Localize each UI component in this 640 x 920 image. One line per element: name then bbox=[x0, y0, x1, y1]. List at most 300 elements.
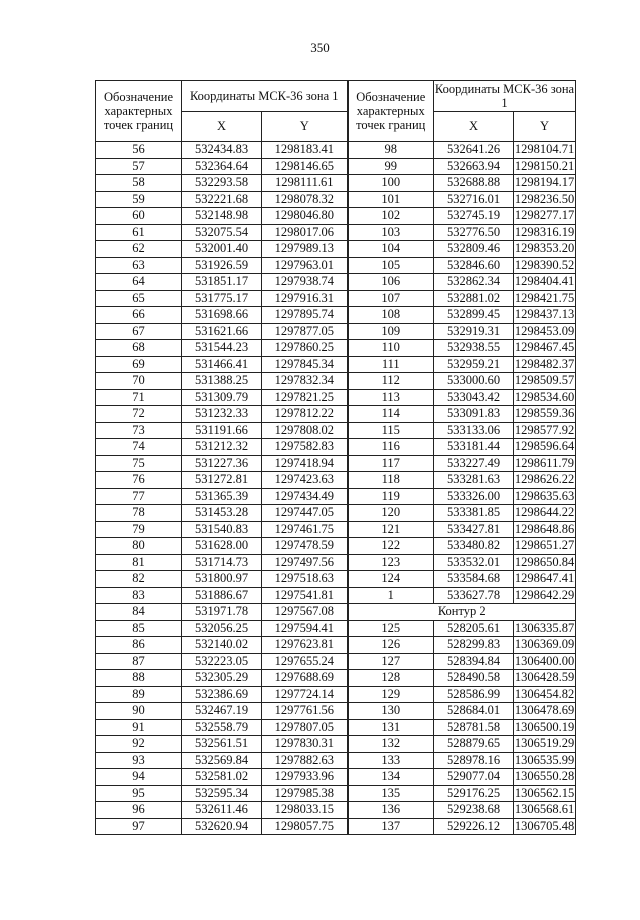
left-x-cell: 531800.97 bbox=[182, 571, 262, 588]
right-y-cell: 1298559.36 bbox=[514, 406, 575, 420]
left-point-cell: 71 bbox=[96, 389, 182, 406]
right-x-cell: 532899.45 bbox=[434, 307, 514, 324]
left-y-cell: 1298078.32 bbox=[262, 191, 348, 208]
left-y-cell: 1297623.81 bbox=[262, 637, 348, 654]
right-point-cell: 135 bbox=[348, 785, 434, 802]
right-y-cell: 1298611.79 bbox=[515, 455, 574, 470]
right-point-cell: 115 bbox=[348, 422, 434, 439]
table-row bbox=[96, 175, 576, 192]
right-point-cell: 129 bbox=[348, 686, 434, 703]
left-x-cell: 531309.79 bbox=[182, 389, 262, 406]
left-x-cell: 531621.66 bbox=[182, 323, 262, 340]
left-point-cell: 66 bbox=[96, 307, 182, 324]
right-y-cell: 1306550.28 bbox=[514, 769, 575, 783]
right-x-cell: 533091.83 bbox=[434, 406, 514, 423]
left-point-cell: 80 bbox=[96, 538, 182, 555]
left-x-cell: 531886.67 bbox=[182, 587, 262, 604]
table-row bbox=[96, 802, 576, 819]
left-x-cell: 532148.98 bbox=[182, 208, 262, 225]
right-x-cell: 532846.60 bbox=[434, 257, 514, 274]
right-y-cell: 1298194.17 bbox=[514, 175, 575, 189]
left-y-cell: 1297567.08 bbox=[262, 604, 348, 621]
left-point-cell: 72 bbox=[96, 406, 182, 423]
table-row bbox=[96, 224, 576, 241]
left-y-cell: 1297541.81 bbox=[262, 587, 348, 604]
left-point-cell: 92 bbox=[96, 736, 182, 753]
left-point-cell: 90 bbox=[96, 703, 182, 720]
table-row bbox=[96, 455, 576, 472]
right-point-cell: 101 bbox=[348, 191, 434, 208]
right-point-cell: 99 bbox=[348, 158, 434, 175]
table-row bbox=[96, 736, 576, 753]
left-point-cell: 58 bbox=[96, 175, 182, 192]
left-y-cell: 1297808.02 bbox=[262, 422, 348, 439]
right-point-cell: 125 bbox=[348, 620, 434, 637]
left-point-cell: 86 bbox=[96, 637, 182, 654]
right-x-cell: 532688.88 bbox=[434, 175, 514, 192]
right-y-cell: 1298626.22 bbox=[514, 472, 575, 486]
right-y-cell: 1298104.71 bbox=[514, 142, 575, 156]
right-x-cell: 533427.81 bbox=[434, 521, 514, 538]
left-point-cell: 95 bbox=[96, 785, 182, 802]
header-x-right: X bbox=[434, 111, 514, 142]
right-y-cell: 1306562.15 bbox=[514, 785, 575, 800]
right-x-cell: 533181.44 bbox=[434, 439, 514, 456]
right-y-cell: 1306454.82 bbox=[514, 686, 575, 701]
left-x-cell: 531227.36 bbox=[182, 455, 262, 472]
right-point-cell: 118 bbox=[348, 472, 434, 489]
right-point-cell: 110 bbox=[348, 340, 434, 357]
left-point-cell: 78 bbox=[96, 505, 182, 522]
header-y-left: Y bbox=[262, 111, 348, 142]
right-y-cell: 1298648.86 bbox=[514, 521, 575, 536]
left-point-cell: 96 bbox=[96, 802, 182, 819]
left-point-cell: 69 bbox=[96, 356, 182, 373]
table-row bbox=[96, 653, 576, 670]
left-x-cell: 532056.25 bbox=[182, 620, 262, 637]
left-x-cell: 531388.25 bbox=[182, 373, 262, 390]
right-x-cell: 528205.61 bbox=[434, 620, 514, 637]
table-row bbox=[96, 191, 576, 208]
table-row bbox=[96, 488, 576, 505]
table-row bbox=[96, 422, 576, 439]
left-y-cell: 1297985.38 bbox=[262, 785, 348, 802]
table-row bbox=[96, 752, 576, 769]
left-y-cell: 1297938.74 bbox=[262, 274, 348, 291]
left-x-cell: 531365.39 bbox=[182, 488, 262, 505]
header-x-left: X bbox=[182, 111, 262, 142]
right-point-cell: 127 bbox=[348, 653, 434, 670]
right-point-cell: 108 bbox=[348, 307, 434, 324]
coordinates-table bbox=[95, 80, 576, 835]
table-row bbox=[96, 356, 576, 373]
right-x-cell: 532862.34 bbox=[434, 274, 514, 291]
table-row bbox=[96, 604, 576, 621]
right-point-cell: 112 bbox=[348, 373, 434, 390]
table-row bbox=[96, 373, 576, 390]
right-point-cell: 102 bbox=[348, 208, 434, 225]
right-point-cell: 123 bbox=[348, 554, 434, 571]
left-x-cell: 532140.02 bbox=[182, 637, 262, 654]
right-y-cell: 1298482.37 bbox=[514, 356, 575, 371]
left-point-cell: 60 bbox=[96, 208, 182, 225]
left-y-cell: 1297447.05 bbox=[262, 505, 348, 522]
header-point-label-right: Обозначение характерных точек границ bbox=[348, 81, 434, 142]
right-point-cell: 131 bbox=[348, 719, 434, 736]
right-point-cell: 105 bbox=[348, 257, 434, 274]
right-y-cell: 1306535.99 bbox=[514, 752, 575, 767]
right-x-cell: 533532.01 bbox=[434, 554, 514, 571]
left-x-cell: 532305.29 bbox=[182, 670, 262, 687]
left-point-cell: 63 bbox=[96, 257, 182, 274]
left-point-cell: 85 bbox=[96, 620, 182, 637]
page-number: 350 bbox=[310, 40, 330, 55]
right-y-cell: 1306478.69 bbox=[514, 703, 575, 717]
left-x-cell: 532581.02 bbox=[182, 769, 262, 786]
table-row bbox=[96, 406, 576, 423]
left-x-cell: 531544.23 bbox=[182, 340, 262, 357]
left-y-cell: 1297724.14 bbox=[262, 686, 348, 703]
right-x-cell: 528490.58 bbox=[434, 670, 514, 687]
left-point-cell: 65 bbox=[96, 290, 182, 307]
left-point-cell: 88 bbox=[96, 670, 182, 687]
right-point-cell: 137 bbox=[348, 818, 434, 835]
right-point-cell: 107 bbox=[348, 290, 434, 307]
left-point-cell: 94 bbox=[96, 769, 182, 786]
table-row bbox=[96, 142, 576, 159]
left-point-cell: 61 bbox=[96, 224, 182, 241]
left-point-cell: 91 bbox=[96, 719, 182, 736]
left-point-cell: 67 bbox=[96, 323, 182, 340]
right-x-cell: 532959.21 bbox=[434, 356, 514, 373]
left-y-cell: 1298111.61 bbox=[262, 175, 348, 192]
header-y-right: Y bbox=[514, 111, 576, 142]
left-point-cell: 97 bbox=[96, 818, 182, 835]
right-y-cell: 1298635.63 bbox=[514, 488, 575, 503]
left-y-cell: 1297882.63 bbox=[262, 752, 348, 769]
right-y-cell: 1298650.84 bbox=[514, 554, 575, 569]
left-y-cell: 1298046.80 bbox=[262, 208, 348, 225]
table-row bbox=[96, 769, 576, 786]
table-row bbox=[96, 208, 576, 225]
right-x-cell: 532641.26 bbox=[434, 142, 514, 159]
right-y-cell: 1298150.21 bbox=[514, 158, 575, 173]
left-y-cell: 1297434.49 bbox=[262, 488, 348, 505]
right-point-cell: 119 bbox=[348, 488, 434, 505]
right-x-cell: 528879.65 bbox=[434, 736, 514, 753]
left-point-cell: 76 bbox=[96, 472, 182, 489]
table-row bbox=[96, 274, 576, 291]
right-y-cell: 1298647.41 bbox=[514, 571, 575, 585]
left-y-cell: 1297860.25 bbox=[262, 340, 348, 357]
header-point-label-left: Обозначение характерных точек границ bbox=[96, 81, 182, 142]
right-y-cell: 1298509.57 bbox=[514, 373, 575, 387]
right-x-cell: 532663.94 bbox=[434, 158, 514, 175]
left-point-cell: 89 bbox=[96, 686, 182, 703]
left-y-cell: 1297895.74 bbox=[262, 307, 348, 324]
right-point-cell: 121 bbox=[348, 521, 434, 538]
right-x-cell: 533480.82 bbox=[434, 538, 514, 555]
left-x-cell: 531466.41 bbox=[182, 356, 262, 373]
left-x-cell: 532467.19 bbox=[182, 703, 262, 720]
right-y-cell: 1298577.92 bbox=[514, 422, 575, 437]
left-point-cell: 59 bbox=[96, 191, 182, 208]
left-y-cell: 1297830.31 bbox=[262, 736, 348, 753]
left-point-cell: 84 bbox=[96, 604, 182, 621]
table-row bbox=[96, 340, 576, 357]
left-y-cell: 1297807.05 bbox=[262, 719, 348, 736]
table-row bbox=[96, 439, 576, 456]
right-x-cell: 532745.19 bbox=[434, 208, 514, 225]
left-x-cell: 531212.32 bbox=[182, 439, 262, 456]
right-y-cell: 1298467.45 bbox=[514, 340, 575, 354]
right-y-cell: 1306568.61 bbox=[514, 802, 575, 816]
left-point-cell: 81 bbox=[96, 554, 182, 571]
right-x-cell: 529226.12 bbox=[434, 818, 514, 835]
table-row bbox=[96, 587, 576, 604]
left-x-cell: 532223.05 bbox=[182, 653, 262, 670]
left-x-cell: 532620.94 bbox=[182, 818, 262, 835]
left-y-cell: 1297963.01 bbox=[262, 257, 348, 274]
left-x-cell: 532569.84 bbox=[182, 752, 262, 769]
right-y-cell: 1306335.87 bbox=[514, 620, 575, 635]
right-x-cell: 528586.99 bbox=[434, 686, 514, 703]
left-x-cell: 531714.73 bbox=[182, 554, 262, 571]
right-x-cell: 528978.16 bbox=[434, 752, 514, 769]
right-x-cell: 528394.84 bbox=[434, 653, 514, 670]
table-row bbox=[96, 785, 576, 802]
left-y-cell: 1297582.83 bbox=[262, 439, 348, 456]
right-x-cell: 532776.50 bbox=[434, 224, 514, 241]
right-point-cell: 132 bbox=[348, 736, 434, 753]
left-point-cell: 87 bbox=[96, 653, 182, 670]
left-y-cell: 1297497.56 bbox=[262, 554, 348, 571]
right-x-cell: 529238.68 bbox=[434, 802, 514, 819]
left-x-cell: 531232.33 bbox=[182, 406, 262, 423]
left-point-cell: 56 bbox=[96, 142, 182, 159]
right-x-cell: 532919.31 bbox=[434, 323, 514, 340]
right-y-cell: 1298453.09 bbox=[514, 323, 575, 338]
table-row bbox=[96, 158, 576, 175]
left-x-cell: 531851.17 bbox=[182, 274, 262, 291]
left-y-cell: 1297423.63 bbox=[262, 472, 348, 489]
right-y-cell: 1298353.20 bbox=[514, 241, 575, 255]
right-y-cell: 1306400.00 bbox=[514, 653, 575, 668]
right-y-cell: 1298390.52 bbox=[514, 257, 575, 272]
right-x-cell: 532881.02 bbox=[434, 290, 514, 307]
table-row bbox=[96, 389, 576, 406]
table-row bbox=[96, 818, 576, 835]
left-y-cell: 1297761.56 bbox=[262, 703, 348, 720]
right-y-cell: 1298596.64 bbox=[514, 439, 575, 453]
right-y-cell: 1298651.27 bbox=[514, 538, 575, 552]
right-point-cell: 133 bbox=[348, 752, 434, 769]
left-x-cell: 532595.34 bbox=[182, 785, 262, 802]
right-point-cell: 128 bbox=[348, 670, 434, 687]
left-x-cell: 532293.58 bbox=[182, 175, 262, 192]
right-x-cell: 533227.49 bbox=[434, 455, 514, 472]
left-x-cell: 532221.68 bbox=[182, 191, 262, 208]
left-point-cell: 68 bbox=[96, 340, 182, 357]
table-row bbox=[96, 257, 576, 274]
table-row bbox=[96, 637, 576, 654]
right-x-cell: 528299.83 bbox=[434, 637, 514, 654]
right-point-cell: 116 bbox=[348, 439, 434, 456]
table-row bbox=[96, 307, 576, 324]
table-body bbox=[96, 142, 576, 835]
left-point-cell: 57 bbox=[96, 158, 182, 175]
right-x-cell: 532809.46 bbox=[434, 241, 514, 258]
right-x-cell: 528781.58 bbox=[434, 719, 514, 736]
left-x-cell: 532364.64 bbox=[182, 158, 262, 175]
left-y-cell: 1297877.05 bbox=[262, 323, 348, 340]
left-x-cell: 531540.83 bbox=[182, 521, 262, 538]
right-x-cell: 533281.63 bbox=[434, 472, 514, 489]
right-point-cell: 98 bbox=[348, 142, 434, 159]
right-point-cell: 104 bbox=[348, 241, 434, 258]
right-y-cell: 1306705.48 bbox=[514, 818, 575, 833]
right-point-cell: 117 bbox=[348, 455, 434, 472]
left-y-cell: 1297989.13 bbox=[262, 241, 348, 258]
left-y-cell: 1297518.63 bbox=[262, 571, 348, 588]
left-x-cell: 531191.66 bbox=[182, 422, 262, 439]
left-y-cell: 1297655.24 bbox=[262, 653, 348, 670]
left-y-cell: 1297845.34 bbox=[262, 356, 348, 373]
left-y-cell: 1297418.94 bbox=[262, 455, 348, 472]
left-x-cell: 531926.59 bbox=[182, 257, 262, 274]
right-point-cell: 109 bbox=[348, 323, 434, 340]
table-row bbox=[96, 670, 576, 687]
left-point-cell: 64 bbox=[96, 274, 182, 291]
table-row bbox=[96, 290, 576, 307]
right-y-cell: 1298534.60 bbox=[514, 389, 575, 404]
right-y-cell: 1298316.19 bbox=[514, 224, 575, 239]
left-point-cell: 93 bbox=[96, 752, 182, 769]
right-y-cell: 1298437.13 bbox=[514, 307, 575, 321]
left-y-cell: 1298183.41 bbox=[262, 142, 348, 159]
left-point-cell: 77 bbox=[96, 488, 182, 505]
right-point-cell: 134 bbox=[348, 769, 434, 786]
right-y-cell: 1298421.75 bbox=[514, 290, 575, 305]
table-row bbox=[96, 241, 576, 258]
left-y-cell: 1297933.96 bbox=[262, 769, 348, 786]
left-y-cell: 1297461.75 bbox=[262, 521, 348, 538]
left-x-cell: 532434.83 bbox=[182, 142, 262, 159]
right-y-cell: 1306428.59 bbox=[514, 670, 575, 684]
left-x-cell: 532561.51 bbox=[182, 736, 262, 753]
left-y-cell: 1297812.22 bbox=[262, 406, 348, 423]
right-y-cell: 1298277.17 bbox=[514, 208, 575, 222]
right-point-cell: 113 bbox=[348, 389, 434, 406]
left-y-cell: 1298146.65 bbox=[262, 158, 348, 175]
right-y-cell: 1306500.19 bbox=[514, 719, 575, 734]
left-x-cell: 531775.17 bbox=[182, 290, 262, 307]
left-point-cell: 74 bbox=[96, 439, 182, 456]
right-point-cell: 126 bbox=[348, 637, 434, 654]
header-coord-label-right: Координаты МСК-36 зона 1 bbox=[434, 81, 575, 110]
right-x-cell: 533584.68 bbox=[434, 571, 514, 588]
right-point-cell: 114 bbox=[348, 406, 434, 423]
table-row bbox=[96, 521, 576, 538]
right-y-cell: 1298236.50 bbox=[514, 191, 575, 206]
right-y-cell: 1298644.22 bbox=[514, 505, 575, 519]
left-y-cell: 1297478.59 bbox=[262, 538, 348, 555]
right-y-cell: 1298404.41 bbox=[514, 274, 575, 288]
table-row bbox=[96, 571, 576, 588]
table-row bbox=[96, 472, 576, 489]
right-y-cell: 1306369.09 bbox=[514, 637, 575, 651]
right-point-cell: 136 bbox=[348, 802, 434, 819]
left-x-cell: 531628.00 bbox=[182, 538, 262, 555]
right-point-cell: 130 bbox=[348, 703, 434, 720]
right-point-cell: 124 bbox=[348, 571, 434, 588]
right-point-cell: 106 bbox=[348, 274, 434, 291]
left-y-cell: 1297916.31 bbox=[262, 290, 348, 307]
left-y-cell: 1298057.75 bbox=[262, 818, 348, 835]
table-row bbox=[96, 323, 576, 340]
left-x-cell: 532386.69 bbox=[182, 686, 262, 703]
left-y-cell: 1297821.25 bbox=[262, 389, 348, 406]
right-x-cell: 532938.55 bbox=[434, 340, 514, 357]
left-point-cell: 62 bbox=[96, 241, 182, 258]
left-x-cell: 531453.28 bbox=[182, 505, 262, 522]
right-y-cell: 1298642.29 bbox=[514, 587, 575, 602]
left-y-cell: 1298033.15 bbox=[262, 802, 348, 819]
left-x-cell: 532075.54 bbox=[182, 224, 262, 241]
left-point-cell: 83 bbox=[96, 587, 182, 604]
left-point-cell: 79 bbox=[96, 521, 182, 538]
right-x-cell: 532716.01 bbox=[434, 191, 514, 208]
left-y-cell: 1297688.69 bbox=[262, 670, 348, 687]
right-x-cell: 529176.25 bbox=[434, 785, 514, 802]
contour-label: Контур 2 bbox=[348, 604, 576, 621]
left-x-cell: 532611.46 bbox=[182, 802, 262, 819]
right-x-cell: 528684.01 bbox=[434, 703, 514, 720]
right-point-cell: 120 bbox=[348, 505, 434, 522]
right-x-cell: 533627.78 bbox=[434, 587, 514, 604]
right-x-cell: 533043.42 bbox=[434, 389, 514, 406]
left-point-cell: 82 bbox=[96, 571, 182, 588]
right-point-cell: 122 bbox=[348, 538, 434, 555]
left-x-cell: 531698.66 bbox=[182, 307, 262, 324]
table-row bbox=[96, 620, 576, 637]
table-row bbox=[96, 505, 576, 522]
left-x-cell: 532558.79 bbox=[182, 719, 262, 736]
left-point-cell: 70 bbox=[96, 373, 182, 390]
right-point-cell: 100 bbox=[348, 175, 434, 192]
header-coord-label-left: Координаты МСК-36 зона 1 bbox=[182, 81, 348, 112]
left-x-cell: 531272.81 bbox=[182, 472, 262, 489]
table-row bbox=[96, 686, 576, 703]
right-x-cell: 533133.06 bbox=[434, 422, 514, 439]
left-point-cell: 75 bbox=[96, 455, 182, 472]
right-x-cell: 533381.85 bbox=[434, 505, 514, 522]
table-row bbox=[96, 703, 576, 720]
table-row bbox=[96, 538, 576, 555]
left-y-cell: 1298017.06 bbox=[262, 224, 348, 241]
right-point-cell: 103 bbox=[348, 224, 434, 241]
right-point-cell: 111 bbox=[348, 356, 434, 373]
right-x-cell: 533000.60 bbox=[434, 373, 514, 390]
left-point-cell: 73 bbox=[96, 422, 182, 439]
right-x-cell: 533326.00 bbox=[434, 488, 514, 505]
left-x-cell: 532001.40 bbox=[182, 241, 262, 258]
right-x-cell: 529077.04 bbox=[434, 769, 514, 786]
left-y-cell: 1297594.41 bbox=[262, 620, 348, 637]
left-y-cell: 1297832.34 bbox=[262, 373, 348, 390]
table-row bbox=[96, 719, 576, 736]
left-x-cell: 531971.78 bbox=[182, 604, 262, 621]
